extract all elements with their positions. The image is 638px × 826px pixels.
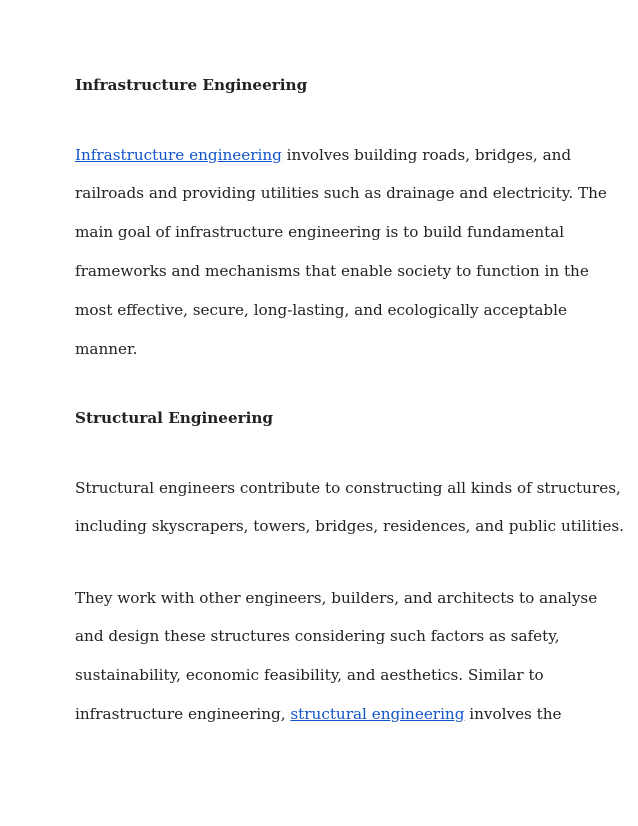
paragraph-line: manner. xyxy=(75,340,138,358)
paragraph-line: sustainability, economic feasibility, and aesthetics. Similar to xyxy=(75,666,544,684)
paragraph-line: frameworks and mechanisms that enable society to function in the xyxy=(75,262,589,280)
structural-engineering-link[interactable]: structural engineering xyxy=(290,705,465,723)
paragraph-line: and design these structures considering such factors as safety, xyxy=(75,627,560,645)
paragraph-line: They work with other engineers, builders, and architects to analyse xyxy=(75,589,598,607)
paragraph-line: including skyscrapers, towers, bridges, residences, and public utilities. xyxy=(75,517,624,535)
section-heading-structural: Structural Engineering xyxy=(75,409,274,427)
paragraph-text: involves building roads, bridges, and xyxy=(281,146,572,164)
paragraph-line: main goal of infrastructure engineering is to build fundamental xyxy=(75,223,565,241)
paragraph-line: most effective, secure, long-lasting, and ecologically acceptable xyxy=(75,301,567,319)
section-heading-infrastructure: Infrastructure Engineering xyxy=(75,76,308,94)
paragraph-line: railroads and providing utilities such as drainage and electricity. The xyxy=(75,184,607,202)
paragraph-line xyxy=(75,145,571,165)
paragraph-text: involves the xyxy=(464,705,562,723)
infrastructure-engineering-link[interactable]: Infrastructure engineering xyxy=(75,146,282,164)
paragraph-line xyxy=(75,704,562,724)
paragraph-text: infrastructure engineering, xyxy=(75,705,291,723)
paragraph-line: Structural engineers contribute to constructing all kinds of structures, xyxy=(75,479,621,497)
